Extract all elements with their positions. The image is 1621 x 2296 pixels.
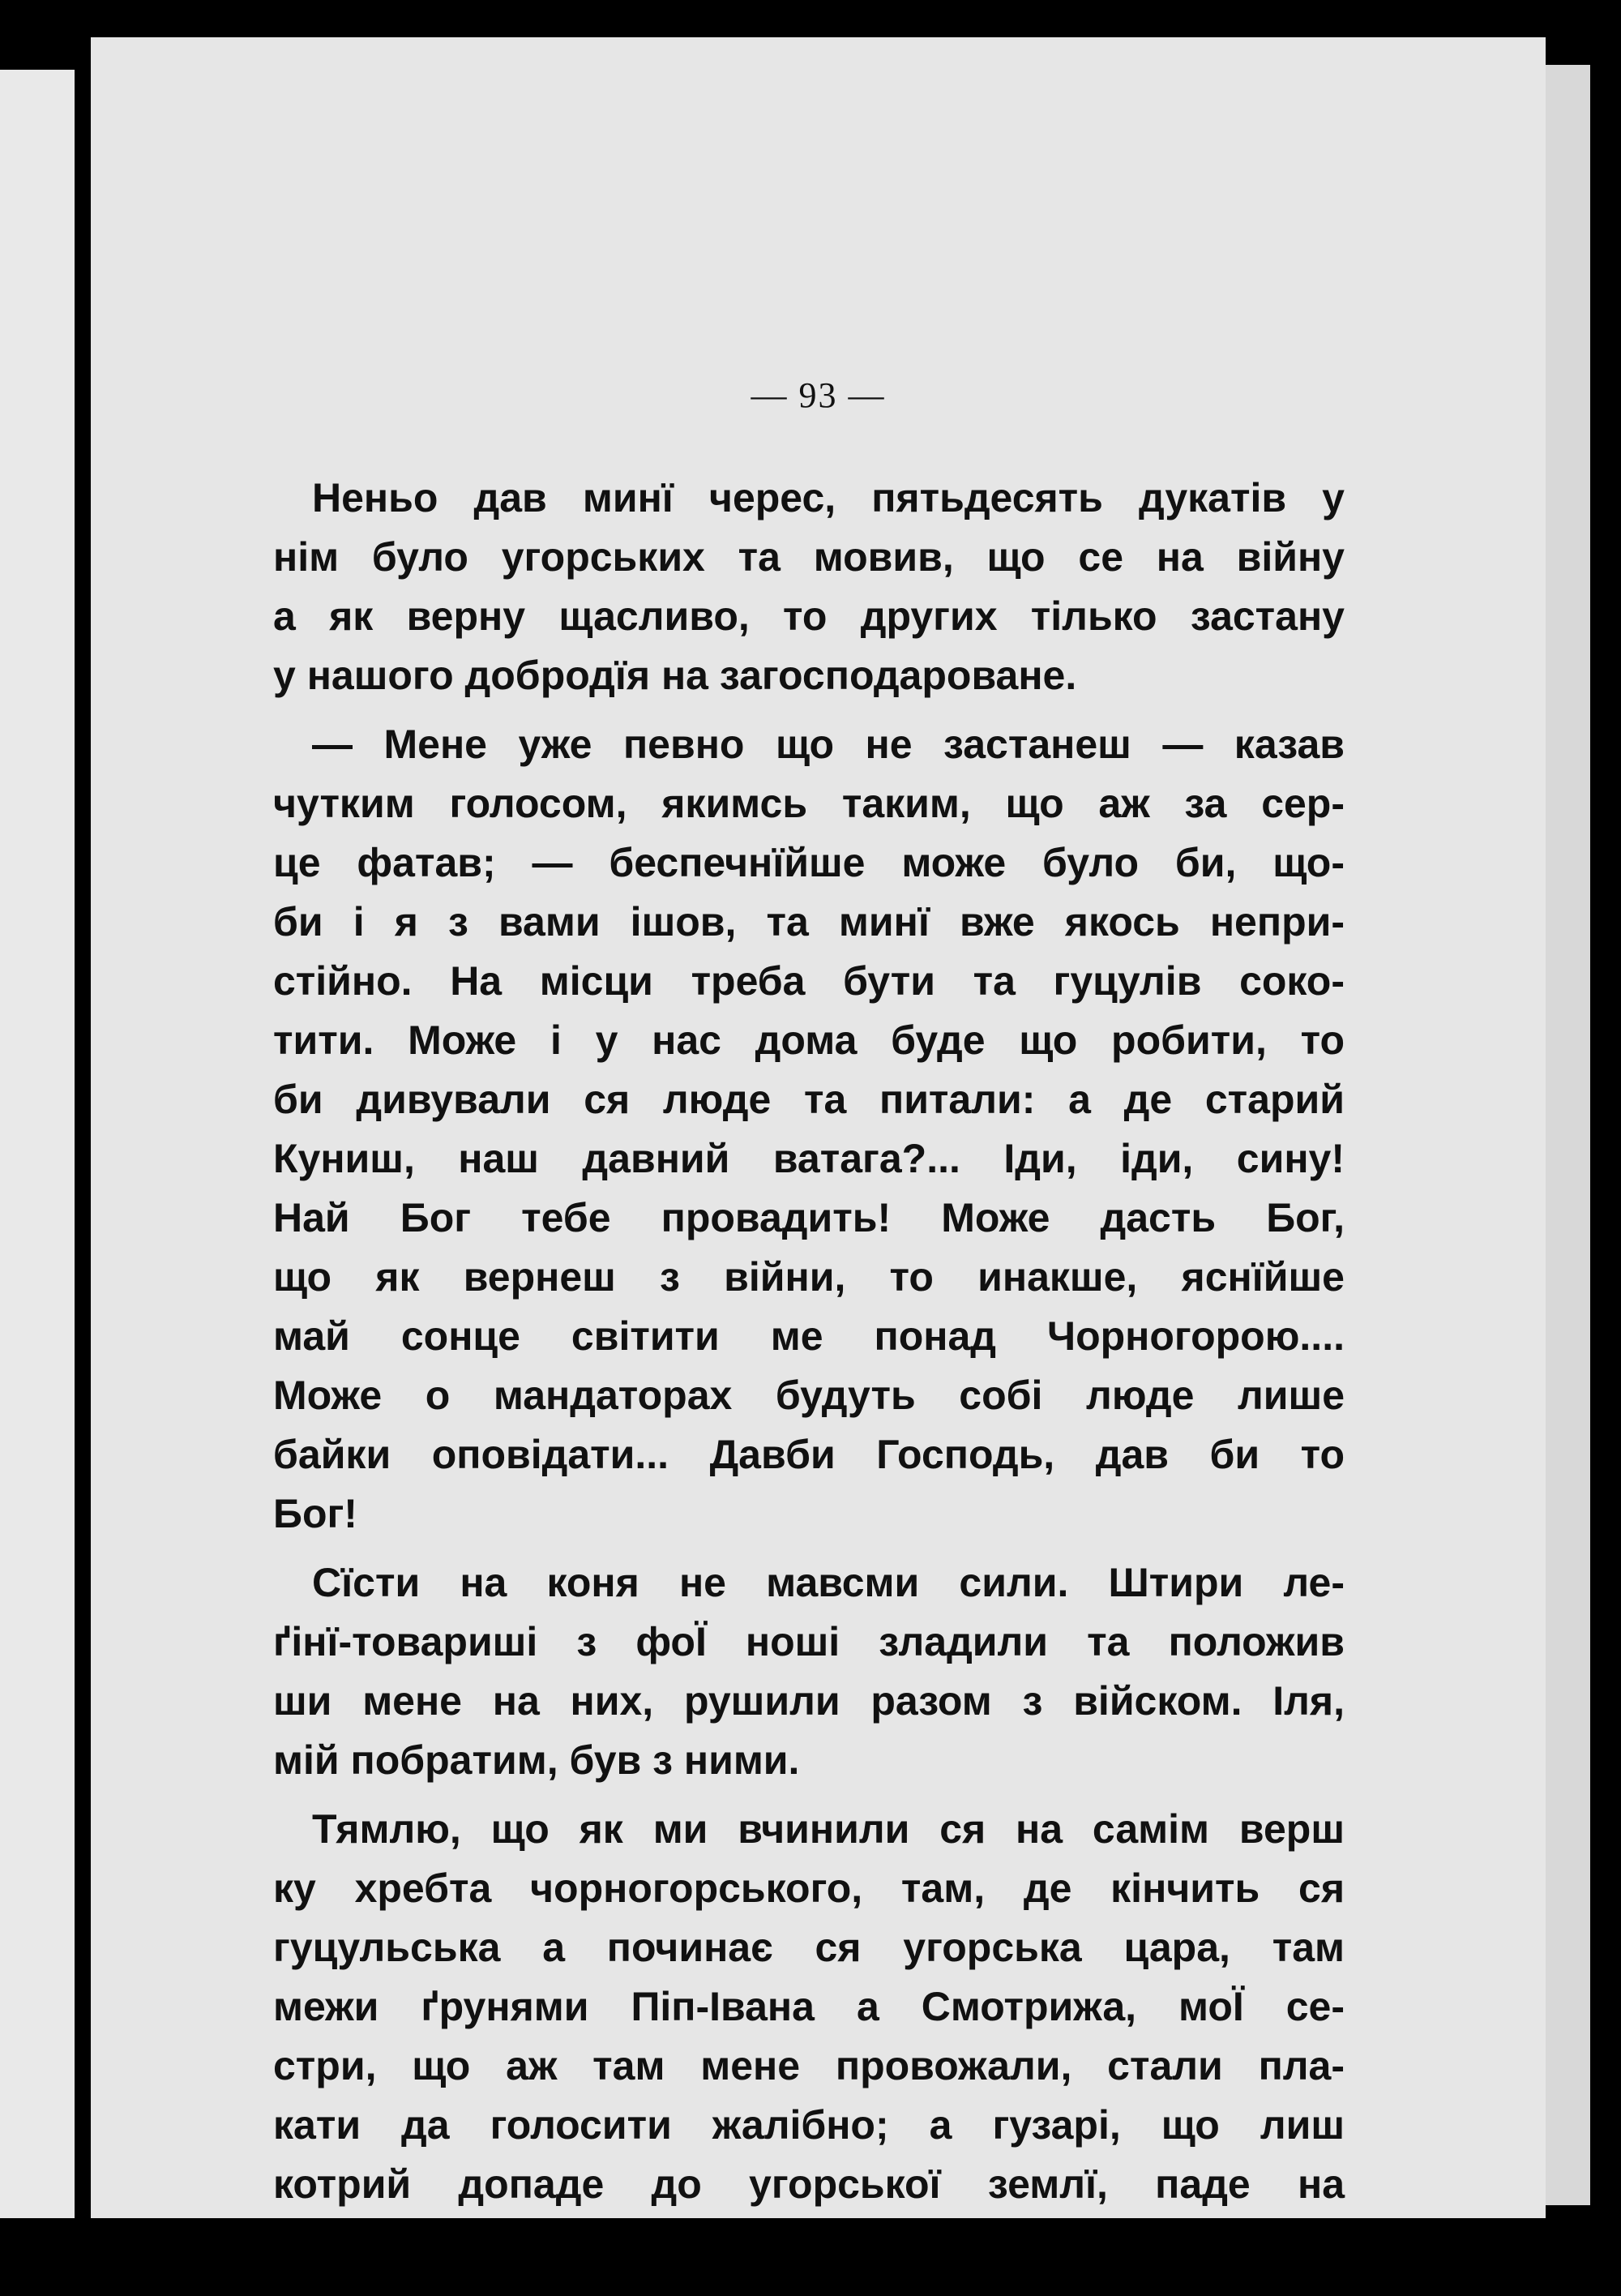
text-line: байки оповідати... Давби Господь, дав би то <box>273 1432 1345 1477</box>
text-line: гуцульська а починає ся угорська цара, там <box>273 1925 1345 1970</box>
text-line: ку хребта чорногорського, там, де кінчить ся <box>273 1866 1345 1911</box>
text-line: нім було угорських та мовив, що се на війну <box>273 534 1345 580</box>
body-text <box>273 469 1345 2224</box>
text-line: кати да голосити жалібно; а гузарі, що лиш <box>273 2102 1345 2148</box>
adjacent-page-edge <box>0 70 75 2218</box>
text-line: Неньо дав минї черес, пятьдесять дукатів у <box>312 475 1345 520</box>
text-line: Куниш, наш давний ватага?... Іди, іди, сину! <box>273 1136 1345 1181</box>
text-line: межи ґрунями Піп-Івана а Смотрижа, моЇ се- <box>273 1984 1345 2029</box>
paragraph <box>273 469 1345 705</box>
paragraph <box>273 715 1345 1544</box>
text-line: а як верну щасливо, то других тілько застану <box>273 593 1345 639</box>
paragraph <box>273 1800 1345 2214</box>
text-line: що як вернеш з війни, то инакше, яснїйше <box>273 1254 1345 1300</box>
text-line: мій побратим, був з ними. <box>273 1737 800 1783</box>
text-line: май сонце світити ме понад Чорногорою.... <box>273 1313 1345 1359</box>
text-line: Сїсти на коня не мавсми сили. Штири ле- <box>312 1560 1345 1605</box>
text-line: ши мене на них, рушили разом з війском. Іля, <box>273 1678 1345 1724</box>
text-line: стри, що аж там мене провожали, стали пла- <box>273 2043 1345 2088</box>
text-line: стійно. На місци треба бути та гуцулів соко- <box>273 958 1345 1004</box>
text-line: Тямлю, що як ми вчинили ся на самім верш <box>312 1806 1345 1852</box>
paragraph <box>273 1553 1345 1790</box>
text-line: Най Бог тебе провадить! Може дасть Бог, <box>273 1195 1345 1240</box>
text-line: у нашого добродїя на загосподароване. <box>273 653 1077 698</box>
text-line: Може о мандаторах будуть собі люде лише <box>273 1373 1345 1418</box>
text-line: це фатав; — беспечнїйше може було би, що- <box>273 840 1345 885</box>
text-line: — Мене уже певно що не застанеш — казав <box>312 722 1345 767</box>
text-line: ґінї-товариші з фоЇ ноші зладили та положив <box>273 1619 1345 1664</box>
text-line: чутким голосом, якимсь таким, що аж за сер- <box>273 781 1345 826</box>
text-line: Бог! <box>273 1491 357 1536</box>
text-line: котрий допаде до угорської землї, паде на <box>273 2161 1345 2207</box>
text-line: би і я з вами ішов, та минї вже якось непри- <box>273 899 1345 945</box>
text-line: би дивували ся люде та питали: а де старий <box>273 1077 1345 1122</box>
text-line: тити. Може і у нас дома буде що робити, то <box>273 1017 1345 1063</box>
page-number: — 93 — <box>751 375 886 415</box>
book-page <box>91 37 1546 2218</box>
